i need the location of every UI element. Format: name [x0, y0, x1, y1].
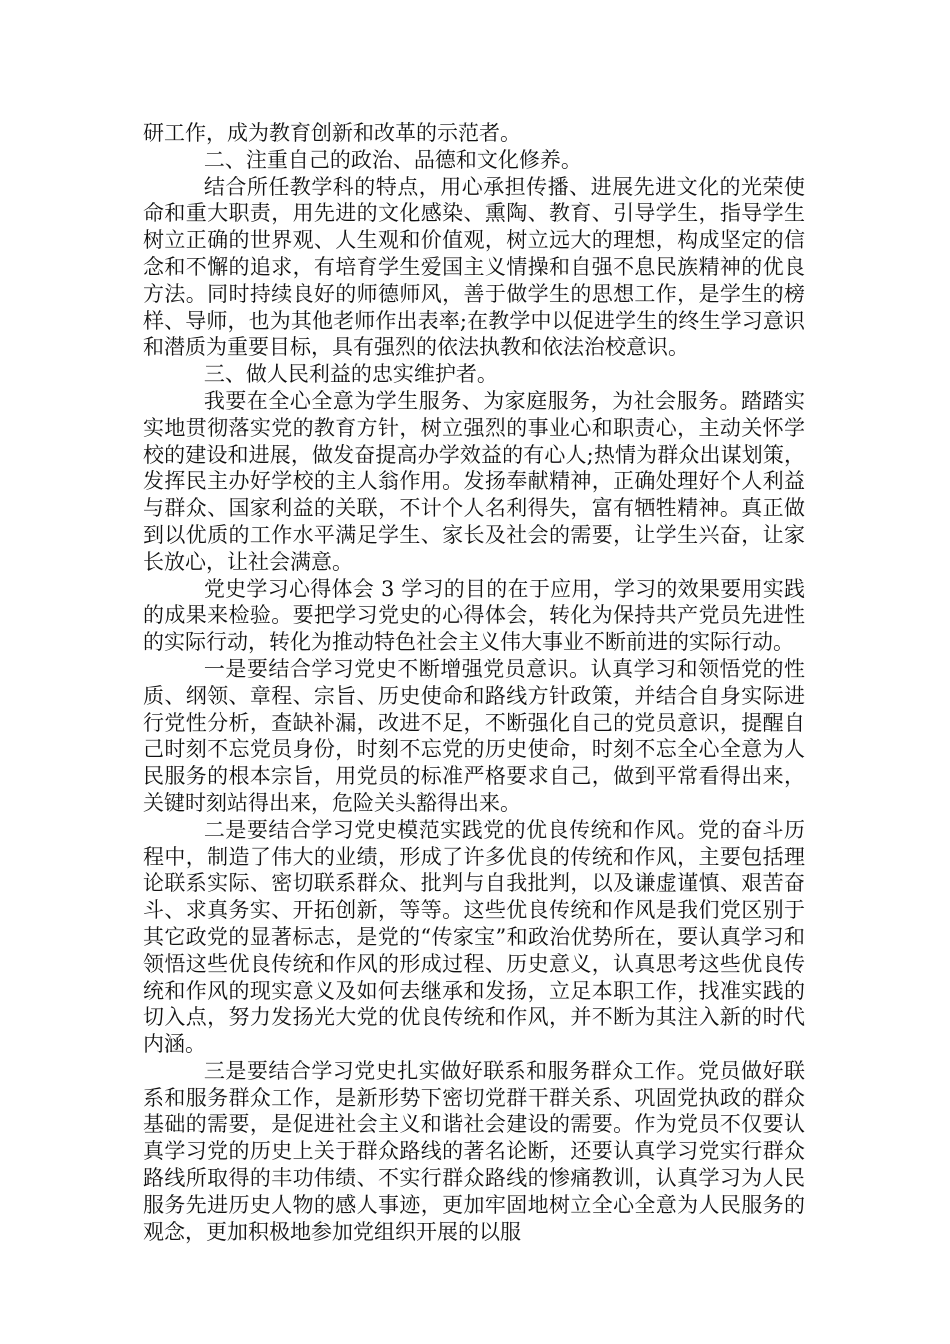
paragraph: 研工作，成为教育创新和改革的示范者。 — [143, 121, 521, 145]
section-heading: 二、注重自己的政治、品德和文化修养。 — [203, 147, 582, 172]
paragraph: 一是要结合学习党史不断增强党员意识。认真学习和领悟党的性质、纲领、章程、宗旨、历史使命和路线方针政策，并结合自身实际进行党性分析，查缺补漏，改进不足，不断强化自己的党员意识，提醒自己时刻不忘党员身份，时刻不忘党的历史使命，时刻不忘全心全意为人民服务的根本宗旨，用党员的标准严格要求自己，做到平常看得出来，关键时刻站得出来，危险关头豁得出来。 — [143, 656, 805, 815]
paragraph: 我要在全心全意为学生服务、为家庭服务，为社会服务。踏踏实实地贯彻落实党的教育方针，树立强烈的事业心和职责心，主动关怀学校的建设和进展，做发奋提高办学效益的有心人;热情为群众出谋划策，发挥民主办好学校的主人翁作用。发扬奉献精神，正确处理好个人利益与群众、国家利益的关联，不计个人名利得失，富有牺牲精神。真正做到以优质的工作水平满足学生、家长及社会的需要，让学生兴奋，让家长放心，让社会满意。 — [143, 388, 805, 574]
paragraph: 三是要结合学习党史扎实做好联系和服务群众工作。党员做好联系和服务群众工作，是新形势下密切党群干群关系、巩固党执政的群众基础的需要，是促进社会主义和谐社会建设的需要。作为党员不仅要认真学习党的历史上关于群众路线的著名论断，还要认真学习党实行群众路线所取得的丰功伟绩、不实行群众路线的惨痛教训，认真学习为人民服务先进历史人物的感人事迹，更加牢固地树立全心全意为人民服务的观念，更加积极地参加党组织开展的以服 — [143, 1058, 805, 1244]
paragraph: 结合所任教学科的特点，用心承担传播、进展先进文化的光荣使命和重大职责，用先进的文化感染、熏陶、教育、引导学生，指导学生树立正确的世界观、人生观和价值观，树立远大的理想，构成坚定的信念和不懈的追求，有培育学生爱国主义情操和自强不息民族精神的优良方法。同时持续良好的师德师风，善于做学生的思想工作，是学生的榜样、导师，也为其他老师作出表率;在教学中以促进学生的终生学习意识和潜质为重要目标，具有强烈的依法执教和依法治校意识。 — [143, 174, 805, 360]
section-heading: 三、做人民利益的忠实维护者。 — [203, 362, 498, 387]
document-body — [143, 120, 805, 1245]
paragraph: 二是要结合学习党史模范实践党的优良传统和作风。党的奋斗历程中，制造了伟大的业绩，形成了许多优良的传统和作风，主要包括理论联系实际、密切联系群众、批判与自我批判，以及谦虚谨慎、艰苦奋斗、求真务实、开拓创新，等等。这些优良传统和作风是我们党区别于其它政党的显著标志，是党的“传家宝”和政治优势所在，要认真学习和领悟这些优良传统和作风的形成过程、历史意义，认真思考这些优良传统和作风的现实意义及如何去继承和发扬，立足本职工作，找准实践的切入点，努力发扬光大党的优良传统和作风，并不断为其注入新的时代内涵。 — [143, 817, 805, 1057]
paragraph: 党史学习心得体会 3 学习的目的在于应用，学习的效果要用实践的成果来检验。要把学习党史的心得体会，转化为保持共产党员先进性的实际行动，转化为推动特色社会主义伟大事业不断前进的实际行动。 — [143, 576, 805, 655]
